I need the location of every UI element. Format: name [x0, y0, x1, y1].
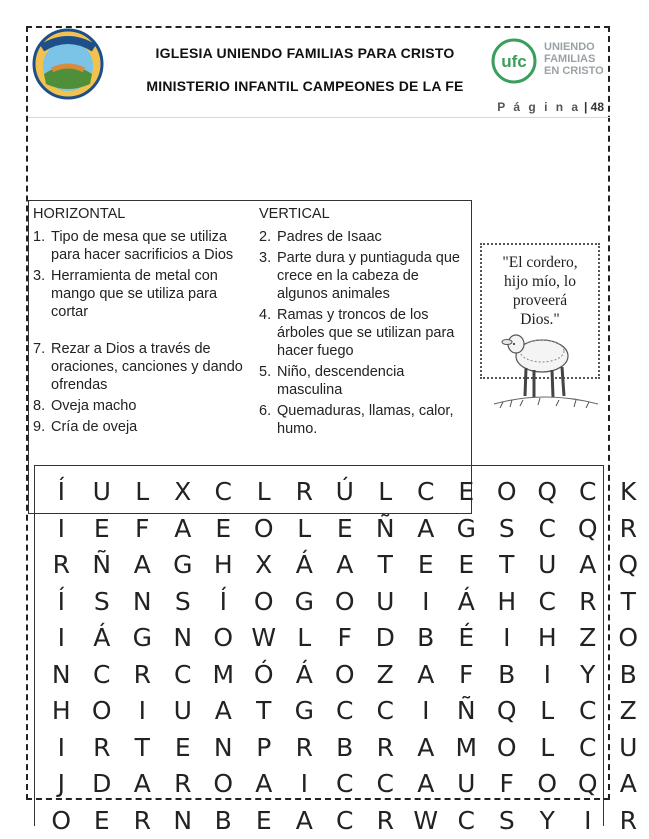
grid-letter: A: [336, 550, 354, 579]
grid-letter: G: [294, 586, 314, 616]
grid-letter: O: [496, 477, 517, 506]
grid-letter: R: [52, 550, 70, 579]
grid-letter: Z: [619, 696, 637, 725]
grid-letter: A: [214, 696, 232, 725]
grid-letter: K: [620, 477, 637, 506]
grid-letter: W: [413, 805, 439, 835]
clue-item: 9. Cría de oveja: [33, 419, 138, 435]
page-separator: |: [583, 100, 591, 114]
grid-letter: O: [213, 769, 234, 798]
grid-letter: O: [253, 586, 274, 616]
grid-letter: O: [618, 623, 639, 652]
grid-letter: M: [212, 659, 235, 689]
grid-letter: O: [91, 696, 112, 725]
grid-letter: H: [537, 623, 557, 652]
grid-letter: L: [540, 732, 555, 762]
grid-letter: Ñ: [456, 696, 476, 725]
grid-letter: S: [93, 586, 110, 616]
grid-letter: L: [256, 477, 271, 506]
grid-letter: I: [503, 623, 511, 652]
grid-letter: N: [173, 805, 193, 835]
quote-text: "El cordero, hijo mío, lo proveerá Dios.": [502, 254, 578, 328]
grid-row: [41, 657, 649, 693]
clue-item: 2. Padres de Isaac: [259, 229, 382, 245]
grid-row: [41, 803, 649, 839]
ministry-name: MINISTERIO INFANTIL CAMPEONES DE LA FE: [146, 78, 464, 94]
grid-letter: U: [457, 769, 476, 798]
grid-letter: R: [376, 805, 394, 835]
grid-letter: C: [336, 805, 354, 835]
grid-letter: E: [174, 732, 191, 762]
header-divider: [28, 117, 610, 118]
church-name: IGLESIA UNIENDO FAMILIAS PARA CRISTO: [155, 45, 455, 61]
grid-letter: H: [51, 696, 71, 725]
grid-letter: I: [543, 659, 551, 689]
campeones-logo: [32, 28, 104, 100]
grid-letter: O: [213, 623, 234, 652]
grid-letter: F: [135, 513, 150, 543]
grid-letter: G: [173, 550, 193, 579]
grid-letter: A: [133, 550, 151, 579]
grid-letter: J: [57, 769, 65, 798]
grid-letter: C: [376, 696, 394, 725]
grid-letter: T: [377, 550, 393, 579]
grid-letter: C: [538, 513, 556, 543]
grid-letter: C: [214, 477, 232, 506]
grid-letter: A: [579, 550, 597, 579]
grid-letter: M: [455, 732, 478, 762]
grid-letter: E: [417, 550, 434, 579]
grid-letter: A: [255, 769, 273, 798]
grid-row: [41, 474, 649, 510]
grid-letter: T: [620, 586, 636, 616]
grid-letter: Q: [577, 513, 598, 543]
grid-letter: D: [375, 623, 395, 652]
grid-letter: D: [92, 769, 112, 798]
grid-letter: E: [215, 513, 232, 543]
grid-letter: U: [538, 550, 557, 579]
clue-item: 4. Ramas y troncos de los árboles que se utilizan para hacer fuego: [259, 307, 455, 359]
grid-letter: O: [537, 769, 558, 798]
grid-letter: I: [57, 623, 65, 652]
svg-text:ufc: ufc: [501, 52, 527, 71]
grid-letter: C: [579, 696, 597, 725]
grid-letter: R: [295, 732, 313, 762]
grid-letter: Q: [496, 696, 517, 725]
grid-letter: I: [138, 696, 146, 725]
grid-letter: E: [255, 805, 272, 835]
grid-letter: N: [173, 623, 193, 652]
grid-letter: U: [619, 732, 638, 762]
clue-item: 7. Rezar a Dios a través de oraciones, canciones y dando ofrendas: [33, 341, 243, 393]
grid-letter: B: [498, 659, 516, 689]
grid-letter: H: [213, 550, 233, 579]
grid-letter: R: [579, 586, 597, 616]
grid-letter: T: [256, 696, 272, 725]
grid-letter: Z: [376, 659, 394, 689]
grid-letter: Z: [579, 623, 597, 652]
grid-letter: R: [174, 769, 192, 798]
grid-letter: Á: [295, 550, 313, 579]
grid-row: [41, 547, 649, 583]
horizontal-clues: [33, 205, 248, 439]
grid-letter: E: [336, 513, 353, 543]
grid-letter: L: [297, 513, 312, 543]
grid-letter: I: [422, 586, 430, 616]
grid-letter: N: [51, 659, 71, 689]
grid-letter: O: [334, 586, 355, 616]
grid-letter: E: [93, 513, 110, 543]
grid-letter: E: [458, 550, 475, 579]
grid-row: [41, 693, 649, 729]
grid-letter: É: [458, 623, 475, 652]
grid-letter: Q: [618, 550, 639, 579]
grid-letter: A: [619, 769, 637, 798]
clue-item: 8. Oveja macho: [33, 398, 137, 414]
grid-letter: Q: [537, 477, 558, 506]
grid-letter: O: [51, 805, 72, 835]
ufc-logo-line-3: EN CRISTO: [544, 65, 604, 77]
vertical-title: VERTICAL: [259, 206, 330, 222]
grid-letter: A: [133, 769, 151, 798]
grid-letter: R: [619, 513, 637, 543]
grid-letter: N: [213, 732, 233, 762]
grid-letter: Í: [219, 586, 227, 616]
grid-letter: Y: [580, 659, 596, 689]
grid-letter: W: [251, 623, 277, 652]
grid-letter: R: [376, 732, 394, 762]
page-label: P á g i n a: [497, 100, 581, 114]
page-number-value: 48: [590, 100, 604, 114]
clue-item: 5. Niño, descendencia masculina: [259, 364, 405, 398]
grid-letter: U: [92, 477, 111, 506]
grid-letter: N: [132, 586, 152, 616]
grid-letter: C: [538, 586, 556, 616]
grid-letter: Ñ: [375, 513, 395, 543]
grid-letter: O: [496, 732, 517, 762]
grid-letter: R: [133, 659, 151, 689]
clue-item: 6. Quemaduras, llamas, calor, humo.: [259, 403, 454, 437]
grid-letter: X: [255, 550, 273, 579]
grid-letter: G: [294, 696, 314, 725]
grid-letter: E: [458, 477, 475, 506]
grid-row: [41, 766, 649, 802]
grid-letter: Á: [93, 623, 111, 652]
grid-letter: X: [174, 477, 192, 506]
grid-letter: O: [334, 659, 355, 689]
grid-row: [41, 584, 649, 620]
grid-letter: C: [336, 696, 354, 725]
grid-letter: Ú: [335, 477, 354, 506]
grid-letter: B: [619, 659, 637, 689]
grid-letter: L: [378, 477, 393, 506]
grid-letter: L: [540, 696, 555, 725]
grid-letter: A: [417, 732, 435, 762]
grid-letter: A: [417, 769, 435, 798]
grid-letter: C: [174, 659, 192, 689]
grid-letter: T: [499, 550, 515, 579]
grid-letter: L: [297, 623, 312, 652]
grid-letter: L: [135, 477, 150, 506]
grid-letter: I: [300, 769, 308, 798]
grid-letter: R: [93, 732, 111, 762]
grid-letter: C: [336, 769, 354, 798]
grid-letter: F: [337, 623, 352, 652]
grid-row: [41, 620, 649, 656]
grid-letter: R: [295, 477, 313, 506]
grid-letter: B: [336, 732, 354, 762]
grid-letter: B: [214, 805, 232, 835]
grid-letter: Á: [457, 586, 475, 616]
grid-letter: S: [174, 586, 191, 616]
ufc-logo-line-1: UNIENDO: [544, 41, 595, 53]
grid-letter: I: [57, 732, 65, 762]
grid-letter: R: [133, 805, 151, 835]
lamb-illustration: [490, 310, 600, 414]
grid-letter: Ñ: [92, 550, 112, 579]
grid-letter: Y: [539, 805, 555, 835]
grid-letter: A: [295, 805, 313, 835]
grid-letter: C: [579, 477, 597, 506]
clue-item: 3. Parte dura y puntiaguda que crece en la cabeza de algunos animales: [259, 250, 460, 302]
grid-letter: B: [417, 623, 435, 652]
grid-letter: C: [579, 732, 597, 762]
grid-letter: C: [93, 659, 111, 689]
grid-letter: C: [457, 805, 475, 835]
grid-letter: A: [417, 659, 435, 689]
grid-letter: F: [459, 659, 474, 689]
grid-letter: H: [497, 586, 517, 616]
grid-letter: F: [499, 769, 514, 798]
grid-letter: Q: [577, 769, 598, 798]
ufc-logo-line-2: FAMILIAS: [544, 53, 596, 65]
grid-letter: A: [417, 513, 435, 543]
grid-letter: S: [498, 805, 515, 835]
grid-letter: R: [619, 805, 637, 835]
grid-letter: I: [57, 513, 65, 543]
grid-letter: I: [584, 805, 592, 835]
grid-letter: G: [456, 513, 476, 543]
grid-letter: E: [93, 805, 110, 835]
grid-row: [41, 730, 649, 766]
word-search-grid: [34, 465, 639, 835]
grid-letter: U: [173, 696, 192, 725]
grid-letter: Á: [295, 659, 313, 689]
vertical-clues: [259, 205, 471, 441]
grid-letter: A: [174, 513, 192, 543]
grid-letter: O: [253, 513, 274, 543]
grid-letter: Ó: [253, 659, 274, 689]
grid-letter: Í: [57, 477, 65, 506]
grid-letter: P: [256, 732, 272, 762]
grid-row: [41, 511, 649, 547]
grid-letter: G: [132, 623, 152, 652]
grid-letter: I: [422, 696, 430, 725]
grid-letter: T: [134, 732, 150, 762]
grid-letter: U: [376, 586, 395, 616]
grid-letter: S: [498, 513, 515, 543]
grid-letter: Í: [57, 586, 65, 616]
page-number: [497, 100, 604, 114]
grid-letter: C: [376, 769, 394, 798]
clue-item: 3. Herramienta de metal con mango que se utiliza para cortar: [33, 268, 218, 320]
horizontal-title: HORIZONTAL: [33, 206, 126, 222]
grid-letter: C: [417, 477, 435, 506]
clue-item: 1. Tipo de mesa que se utiliza para hacer sacrificios a Dios: [33, 229, 234, 263]
